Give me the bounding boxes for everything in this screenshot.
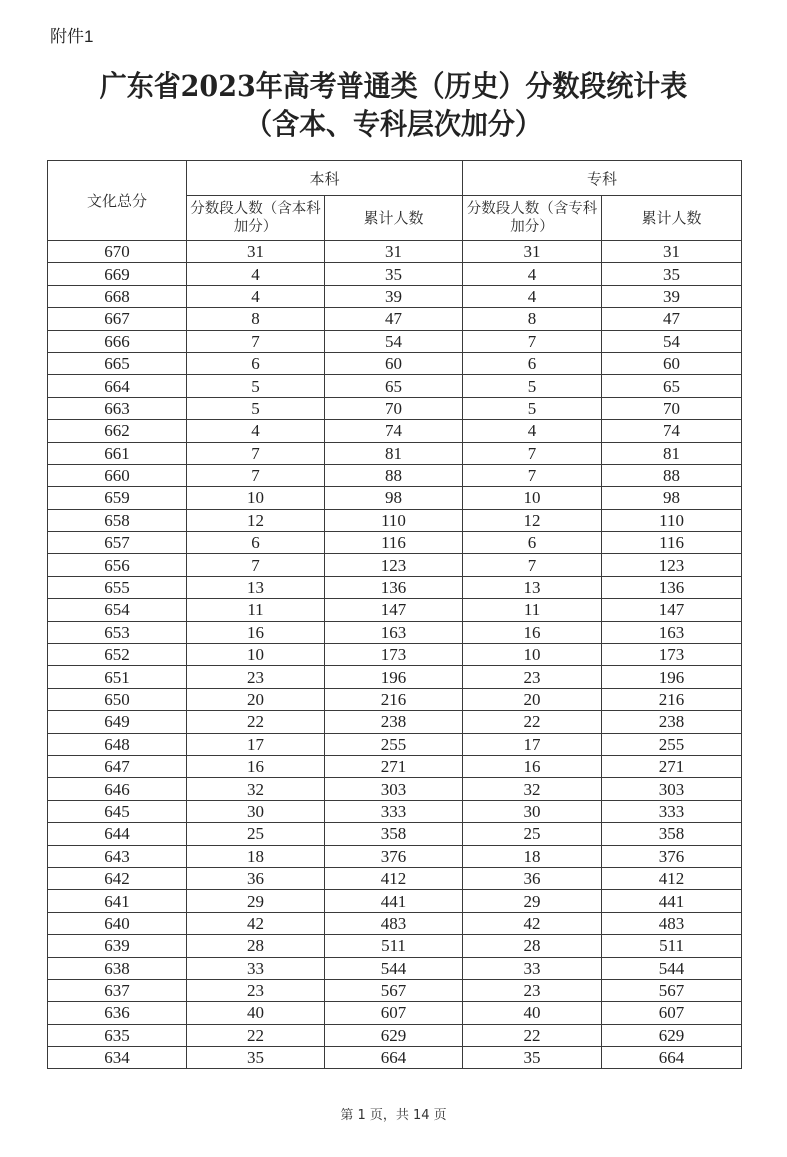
- cell-undergrad-cumulative: 60: [325, 352, 463, 374]
- cell-total-score: 663: [48, 397, 187, 419]
- cell-total-score: 668: [48, 285, 187, 307]
- cell-total-score: 651: [48, 666, 187, 688]
- cell-undergrad-segment: 10: [187, 644, 325, 666]
- cell-junior-cumulative: 123: [602, 554, 742, 576]
- cell-undergrad-segment: 25: [187, 823, 325, 845]
- cell-total-score: 667: [48, 308, 187, 330]
- cell-junior-cumulative: 88: [602, 464, 742, 486]
- cell-total-score: 636: [48, 1002, 187, 1024]
- cell-undergrad-segment: 35: [187, 1047, 325, 1069]
- cell-undergrad-cumulative: 271: [325, 755, 463, 777]
- cell-total-score: 638: [48, 957, 187, 979]
- cell-undergrad-cumulative: 441: [325, 890, 463, 912]
- cell-undergrad-segment: 32: [187, 778, 325, 800]
- cell-undergrad-segment: 33: [187, 957, 325, 979]
- header-group-undergraduate: 本科: [187, 161, 463, 196]
- cell-total-score: 634: [48, 1047, 187, 1069]
- header-total-score: 文化总分: [48, 161, 187, 241]
- cell-total-score: 653: [48, 621, 187, 643]
- cell-junior-segment: 42: [463, 912, 602, 934]
- cell-undergrad-cumulative: 47: [325, 308, 463, 330]
- cell-undergrad-segment: 6: [187, 352, 325, 374]
- cell-undergrad-segment: 40: [187, 1002, 325, 1024]
- cell-total-score: 641: [48, 890, 187, 912]
- cell-junior-segment: 11: [463, 599, 602, 621]
- table-row: [48, 532, 742, 554]
- cell-junior-cumulative: 567: [602, 979, 742, 1001]
- table-row: [48, 487, 742, 509]
- cell-undergrad-cumulative: 88: [325, 464, 463, 486]
- cell-junior-segment: 29: [463, 890, 602, 912]
- cell-undergrad-segment: 4: [187, 285, 325, 307]
- cell-undergrad-cumulative: 81: [325, 442, 463, 464]
- cell-undergrad-cumulative: 163: [325, 621, 463, 643]
- cell-junior-cumulative: 39: [602, 285, 742, 307]
- cell-undergrad-segment: 8: [187, 308, 325, 330]
- table-row: [48, 957, 742, 979]
- cell-junior-segment: 10: [463, 644, 602, 666]
- cell-junior-cumulative: 483: [602, 912, 742, 934]
- cell-undergrad-segment: 42: [187, 912, 325, 934]
- cell-total-score: 662: [48, 420, 187, 442]
- cell-undergrad-cumulative: 65: [325, 375, 463, 397]
- cell-undergrad-segment: 28: [187, 935, 325, 957]
- cell-total-score: 640: [48, 912, 187, 934]
- table-row: [48, 823, 742, 845]
- cell-undergrad-cumulative: 607: [325, 1002, 463, 1024]
- table-row: [48, 375, 742, 397]
- cell-junior-segment: 4: [463, 285, 602, 307]
- cell-undergrad-segment: 30: [187, 800, 325, 822]
- cell-total-score: 658: [48, 509, 187, 531]
- cell-junior-cumulative: 173: [602, 644, 742, 666]
- cell-total-score: 670: [48, 241, 187, 263]
- cell-undergrad-cumulative: 544: [325, 957, 463, 979]
- cell-undergrad-cumulative: 303: [325, 778, 463, 800]
- cell-undergrad-segment: 7: [187, 464, 325, 486]
- cell-total-score: 644: [48, 823, 187, 845]
- table-row: [48, 263, 742, 285]
- table-row: [48, 352, 742, 374]
- header-group-junior-college: 专科: [463, 161, 742, 196]
- cell-total-score: 664: [48, 375, 187, 397]
- cell-undergrad-cumulative: 358: [325, 823, 463, 845]
- cell-undergrad-segment: 4: [187, 263, 325, 285]
- cell-junior-segment: 40: [463, 1002, 602, 1024]
- table-row: [48, 1047, 742, 1069]
- table-row: [48, 755, 742, 777]
- cell-junior-segment: 5: [463, 397, 602, 419]
- cell-total-score: 655: [48, 576, 187, 598]
- cell-undergrad-segment: 18: [187, 845, 325, 867]
- cell-junior-segment: 28: [463, 935, 602, 957]
- cell-junior-segment: 7: [463, 554, 602, 576]
- attachment-label: 附件1: [50, 27, 94, 46]
- cell-undergrad-cumulative: 333: [325, 800, 463, 822]
- table-row: [48, 599, 742, 621]
- table-row: [48, 464, 742, 486]
- table-row: [48, 711, 742, 733]
- cell-junior-segment: 23: [463, 666, 602, 688]
- cell-total-score: 643: [48, 845, 187, 867]
- cell-undergrad-cumulative: 483: [325, 912, 463, 934]
- cell-junior-segment: 31: [463, 241, 602, 263]
- cell-undergrad-segment: 7: [187, 554, 325, 576]
- cell-total-score: 646: [48, 778, 187, 800]
- cell-junior-segment: 23: [463, 979, 602, 1001]
- cell-junior-cumulative: 303: [602, 778, 742, 800]
- cell-junior-cumulative: 47: [602, 308, 742, 330]
- cell-junior-segment: 7: [463, 330, 602, 352]
- table-row: [48, 420, 742, 442]
- cell-junior-segment: 30: [463, 800, 602, 822]
- table-row: [48, 644, 742, 666]
- table-row: [48, 1002, 742, 1024]
- cell-junior-cumulative: 147: [602, 599, 742, 621]
- cell-undergrad-segment: 13: [187, 576, 325, 598]
- cell-junior-segment: 8: [463, 308, 602, 330]
- cell-undergrad-segment: 23: [187, 666, 325, 688]
- cell-undergrad-cumulative: 70: [325, 397, 463, 419]
- table-row: [48, 912, 742, 934]
- cell-junior-segment: 16: [463, 621, 602, 643]
- cell-junior-segment: 13: [463, 576, 602, 598]
- table-row: [48, 733, 742, 755]
- cell-undergrad-segment: 31: [187, 241, 325, 263]
- table-row: [48, 308, 742, 330]
- cell-junior-cumulative: 333: [602, 800, 742, 822]
- header-undergrad-cumulative: 累计人数: [325, 196, 463, 241]
- cell-junior-cumulative: 110: [602, 509, 742, 531]
- cell-junior-cumulative: 607: [602, 1002, 742, 1024]
- cell-junior-segment: 4: [463, 263, 602, 285]
- cell-undergrad-segment: 6: [187, 532, 325, 554]
- header-junior-cumulative: 累计人数: [602, 196, 742, 241]
- cell-undergrad-segment: 12: [187, 509, 325, 531]
- cell-undergrad-cumulative: 173: [325, 644, 463, 666]
- cell-undergrad-segment: 7: [187, 330, 325, 352]
- cell-undergrad-cumulative: 255: [325, 733, 463, 755]
- cell-undergrad-cumulative: 98: [325, 487, 463, 509]
- document-subtitle: （含本、专科层次加分）: [245, 107, 542, 141]
- cell-junior-segment: 22: [463, 1024, 602, 1046]
- cell-junior-cumulative: 163: [602, 621, 742, 643]
- table-row: [48, 845, 742, 867]
- cell-junior-segment: 17: [463, 733, 602, 755]
- cell-total-score: 647: [48, 755, 187, 777]
- cell-undergrad-cumulative: 39: [325, 285, 463, 307]
- table-row: [48, 576, 742, 598]
- table-body: [48, 241, 742, 1069]
- cell-junior-cumulative: 412: [602, 867, 742, 889]
- cell-junior-segment: 5: [463, 375, 602, 397]
- cell-total-score: 660: [48, 464, 187, 486]
- cell-junior-cumulative: 60: [602, 352, 742, 374]
- table-row: [48, 442, 742, 464]
- table-row: [48, 778, 742, 800]
- cell-undergrad-segment: 22: [187, 1024, 325, 1046]
- cell-total-score: 656: [48, 554, 187, 576]
- cell-undergrad-segment: 29: [187, 890, 325, 912]
- cell-total-score: 669: [48, 263, 187, 285]
- cell-total-score: 642: [48, 867, 187, 889]
- cell-junior-cumulative: 74: [602, 420, 742, 442]
- table-row: [48, 666, 742, 688]
- table-row: [48, 1024, 742, 1046]
- cell-junior-segment: 7: [463, 442, 602, 464]
- cell-junior-segment: 35: [463, 1047, 602, 1069]
- cell-undergrad-cumulative: 216: [325, 688, 463, 710]
- cell-undergrad-cumulative: 74: [325, 420, 463, 442]
- cell-junior-segment: 36: [463, 867, 602, 889]
- cell-undergrad-cumulative: 567: [325, 979, 463, 1001]
- cell-undergrad-cumulative: 629: [325, 1024, 463, 1046]
- cell-undergrad-cumulative: 664: [325, 1047, 463, 1069]
- cell-undergrad-cumulative: 116: [325, 532, 463, 554]
- cell-undergrad-segment: 16: [187, 621, 325, 643]
- cell-junior-segment: 6: [463, 532, 602, 554]
- header-undergrad-segment-count: 分数段人数（含本科加分）: [187, 196, 325, 241]
- cell-total-score: 649: [48, 711, 187, 733]
- cell-junior-cumulative: 54: [602, 330, 742, 352]
- cell-total-score: 654: [48, 599, 187, 621]
- cell-junior-segment: 18: [463, 845, 602, 867]
- cell-undergrad-segment: 4: [187, 420, 325, 442]
- table-row: [48, 935, 742, 957]
- cell-junior-segment: 16: [463, 755, 602, 777]
- cell-junior-cumulative: 196: [602, 666, 742, 688]
- cell-junior-cumulative: 70: [602, 397, 742, 419]
- cell-total-score: 661: [48, 442, 187, 464]
- table-row: [48, 688, 742, 710]
- cell-total-score: 637: [48, 979, 187, 1001]
- cell-junior-cumulative: 511: [602, 935, 742, 957]
- cell-undergrad-segment: 10: [187, 487, 325, 509]
- cell-junior-cumulative: 81: [602, 442, 742, 464]
- cell-junior-segment: 20: [463, 688, 602, 710]
- table-row: [48, 397, 742, 419]
- cell-junior-cumulative: 441: [602, 890, 742, 912]
- table-row: [48, 554, 742, 576]
- cell-undergrad-segment: 23: [187, 979, 325, 1001]
- cell-junior-cumulative: 98: [602, 487, 742, 509]
- cell-junior-cumulative: 255: [602, 733, 742, 755]
- cell-junior-cumulative: 65: [602, 375, 742, 397]
- cell-total-score: 657: [48, 532, 187, 554]
- page-indicator: 第 1 页，共 14 页: [340, 1108, 447, 1123]
- table-row: [48, 285, 742, 307]
- cell-total-score: 635: [48, 1024, 187, 1046]
- cell-total-score: 648: [48, 733, 187, 755]
- cell-junior-segment: 25: [463, 823, 602, 845]
- cell-undergrad-segment: 11: [187, 599, 325, 621]
- cell-undergrad-segment: 17: [187, 733, 325, 755]
- cell-undergrad-cumulative: 123: [325, 554, 463, 576]
- cell-junior-cumulative: 664: [602, 1047, 742, 1069]
- header-junior-segment-count: 分数段人数（含专科加分）: [463, 196, 602, 241]
- table-row: [48, 621, 742, 643]
- cell-undergrad-cumulative: 376: [325, 845, 463, 867]
- cell-junior-segment: 22: [463, 711, 602, 733]
- cell-junior-cumulative: 35: [602, 263, 742, 285]
- cell-total-score: 665: [48, 352, 187, 374]
- table-row: [48, 979, 742, 1001]
- cell-undergrad-segment: 16: [187, 755, 325, 777]
- cell-junior-segment: 12: [463, 509, 602, 531]
- table-row: [48, 867, 742, 889]
- cell-junior-cumulative: 238: [602, 711, 742, 733]
- table-row: [48, 890, 742, 912]
- cell-junior-cumulative: 116: [602, 532, 742, 554]
- cell-undergrad-segment: 7: [187, 442, 325, 464]
- cell-undergrad-cumulative: 147: [325, 599, 463, 621]
- score-distribution-table: [47, 160, 742, 1069]
- cell-undergrad-cumulative: 31: [325, 241, 463, 263]
- document-title: 广东省2023年高考普通类（历史）分数段统计表: [99, 69, 688, 103]
- cell-junior-segment: 4: [463, 420, 602, 442]
- cell-junior-segment: 32: [463, 778, 602, 800]
- cell-total-score: 650: [48, 688, 187, 710]
- cell-junior-cumulative: 136: [602, 576, 742, 598]
- cell-undergrad-segment: 20: [187, 688, 325, 710]
- cell-total-score: 645: [48, 800, 187, 822]
- cell-junior-segment: 7: [463, 464, 602, 486]
- cell-undergrad-cumulative: 196: [325, 666, 463, 688]
- cell-total-score: 659: [48, 487, 187, 509]
- cell-junior-cumulative: 31: [602, 241, 742, 263]
- cell-junior-segment: 10: [463, 487, 602, 509]
- cell-total-score: 666: [48, 330, 187, 352]
- table-row: [48, 241, 742, 263]
- cell-undergrad-cumulative: 238: [325, 711, 463, 733]
- cell-undergrad-cumulative: 110: [325, 509, 463, 531]
- cell-undergrad-cumulative: 412: [325, 867, 463, 889]
- cell-total-score: 639: [48, 935, 187, 957]
- cell-total-score: 652: [48, 644, 187, 666]
- cell-undergrad-segment: 5: [187, 397, 325, 419]
- table-row: [48, 330, 742, 352]
- cell-junior-cumulative: 544: [602, 957, 742, 979]
- cell-junior-cumulative: 358: [602, 823, 742, 845]
- cell-undergrad-segment: 22: [187, 711, 325, 733]
- cell-junior-segment: 6: [463, 352, 602, 374]
- cell-undergrad-segment: 5: [187, 375, 325, 397]
- cell-junior-cumulative: 376: [602, 845, 742, 867]
- table-row: [48, 800, 742, 822]
- cell-undergrad-cumulative: 54: [325, 330, 463, 352]
- table-row: [48, 509, 742, 531]
- cell-undergrad-cumulative: 511: [325, 935, 463, 957]
- cell-junior-cumulative: 216: [602, 688, 742, 710]
- cell-junior-cumulative: 271: [602, 755, 742, 777]
- cell-junior-cumulative: 629: [602, 1024, 742, 1046]
- cell-undergrad-cumulative: 35: [325, 263, 463, 285]
- cell-junior-segment: 33: [463, 957, 602, 979]
- cell-undergrad-segment: 36: [187, 867, 325, 889]
- cell-undergrad-cumulative: 136: [325, 576, 463, 598]
